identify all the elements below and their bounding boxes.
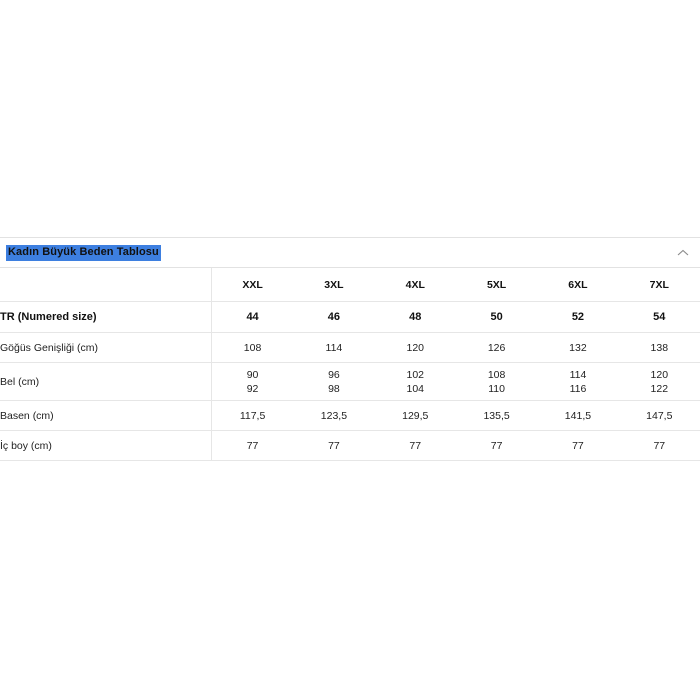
cell-value: 138 xyxy=(619,333,700,363)
cell-value: 46 xyxy=(293,302,374,333)
column-header-0: XXL xyxy=(211,268,293,302)
cell-value-bottom: 98 xyxy=(328,382,340,395)
row-label: Göğüs Genişliği (cm) xyxy=(0,333,211,363)
panel-header[interactable] xyxy=(0,237,700,268)
cell-value: 135,5 xyxy=(456,401,537,431)
cell-value: 77 xyxy=(211,431,293,461)
row-label: İç boy (cm) xyxy=(0,431,211,461)
cell-value-bottom: 110 xyxy=(488,382,505,395)
row-label: Bel (cm) xyxy=(0,363,211,401)
table-header-row xyxy=(0,268,700,302)
table-row xyxy=(0,401,700,431)
cell-value: 120 xyxy=(375,333,456,363)
cell-value-top: 120 xyxy=(650,368,669,381)
cell-value: 77 xyxy=(293,431,374,461)
column-header-4: 6XL xyxy=(537,268,618,302)
cell-value-top: 90 xyxy=(246,368,259,381)
row-label: Basen (cm) xyxy=(0,401,211,431)
column-header-1: 3XL xyxy=(293,268,374,302)
cell-value: 123,5 xyxy=(293,401,374,431)
table-row xyxy=(0,333,700,363)
cell-value: 108 xyxy=(211,333,293,363)
cell-value-bottom: 92 xyxy=(246,382,259,395)
cell-value-dual xyxy=(537,363,618,401)
cell-value-bottom: 122 xyxy=(650,382,669,395)
column-header-5: 7XL xyxy=(619,268,700,302)
cell-value: 147,5 xyxy=(619,401,700,431)
cell-value-dual xyxy=(375,363,456,401)
column-header-2: 4XL xyxy=(375,268,456,302)
cell-value-top: 96 xyxy=(328,368,340,381)
cell-value: 141,5 xyxy=(537,401,618,431)
cell-value: 77 xyxy=(537,431,618,461)
cell-value: 44 xyxy=(211,302,293,333)
page-title: Kadın Büyük Beden Tablosu xyxy=(6,245,161,261)
cell-value: 132 xyxy=(537,333,618,363)
size-chart-panel xyxy=(0,237,700,461)
cell-value-top: 114 xyxy=(569,368,587,381)
cell-value-dual xyxy=(293,363,374,401)
table-row xyxy=(0,302,700,333)
table-body xyxy=(0,268,700,461)
column-header-3: 5XL xyxy=(456,268,537,302)
table-row xyxy=(0,431,700,461)
cell-value-dual xyxy=(619,363,700,401)
cell-value: 54 xyxy=(619,302,700,333)
size-chart-table xyxy=(0,268,700,461)
table-row xyxy=(0,363,700,401)
cell-value-top: 108 xyxy=(487,368,506,381)
cell-value: 77 xyxy=(619,431,700,461)
cell-value: 77 xyxy=(456,431,537,461)
cell-value-bottom: 104 xyxy=(406,382,425,395)
cell-value-dual xyxy=(211,363,293,401)
cell-value-top: 102 xyxy=(406,368,425,381)
cell-value-bottom: 116 xyxy=(569,382,587,395)
cell-value: 126 xyxy=(456,333,537,363)
cell-value: 117,5 xyxy=(211,401,293,431)
cell-value: 114 xyxy=(293,333,374,363)
cell-value: 77 xyxy=(375,431,456,461)
cell-value-dual xyxy=(456,363,537,401)
cell-value: 50 xyxy=(456,302,537,333)
chevron-up-icon[interactable] xyxy=(676,246,690,260)
cell-value: 48 xyxy=(375,302,456,333)
column-header-blank xyxy=(0,268,211,302)
row-label: TR (Numered size) xyxy=(0,302,211,333)
cell-value: 129,5 xyxy=(375,401,456,431)
cell-value: 52 xyxy=(537,302,618,333)
